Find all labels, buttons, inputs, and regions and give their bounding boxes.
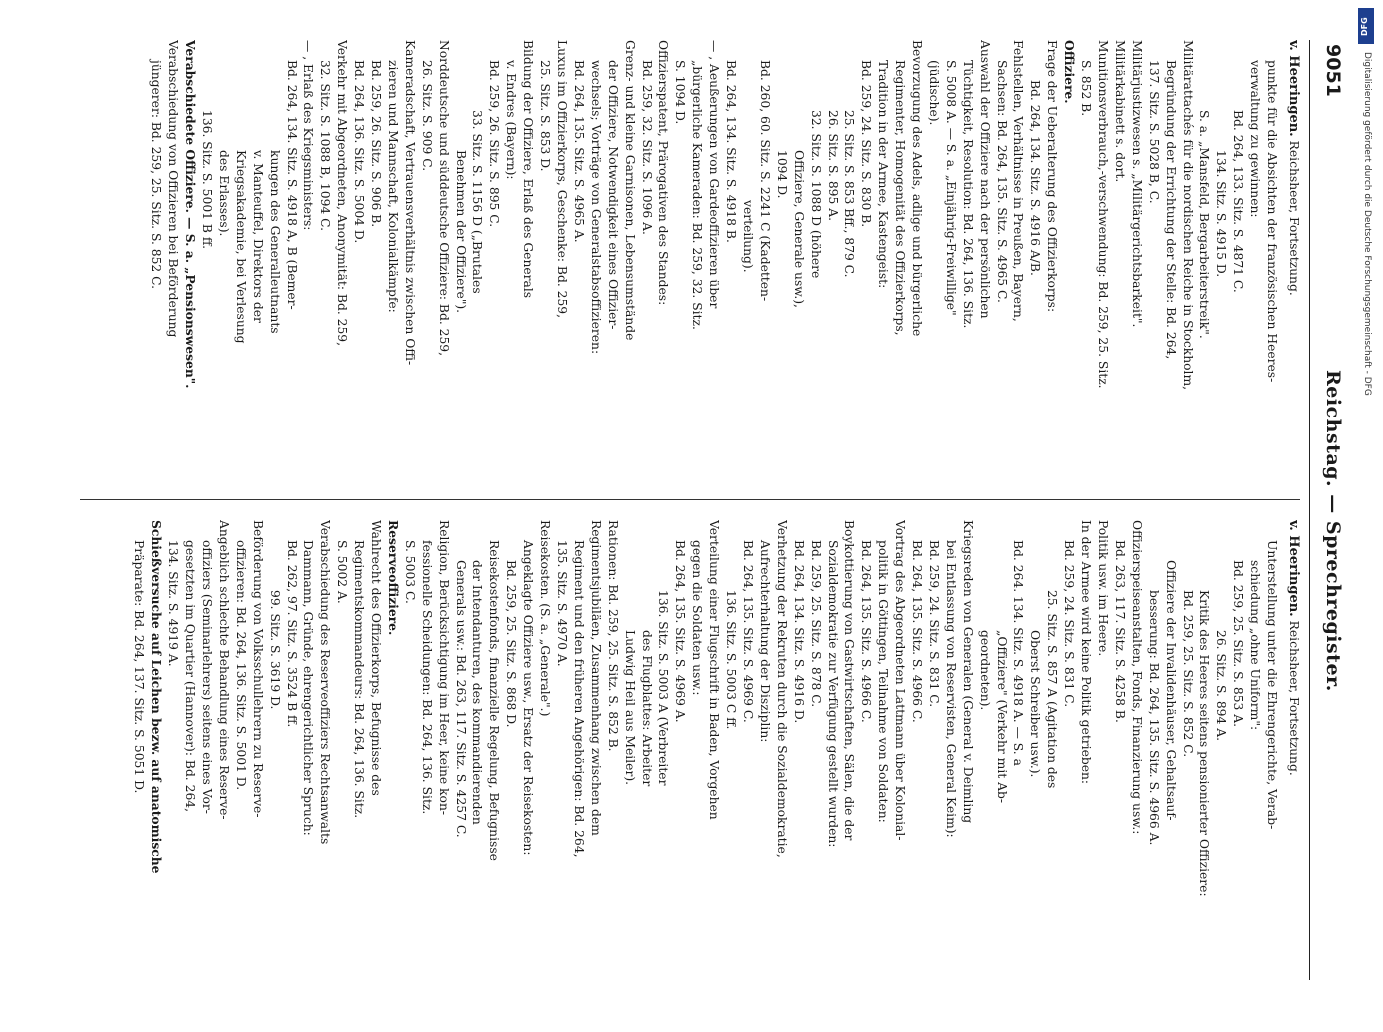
- register-line: Offizierspeiseanstalten, Fonds, Finanzierung usw.:: [1129, 520, 1144, 835]
- register-line: S. 852 B.: [1079, 60, 1094, 117]
- register-line: Verabschiedung von Offizieren bei Beförderung: [166, 40, 181, 338]
- register-line: Regiment und den früheren Angehörigen: Bd. 264,: [571, 540, 586, 858]
- register-line: Reserveoffiziere.: [385, 520, 401, 636]
- register-line: 25. Sitz. S. 853 D.: [538, 60, 553, 172]
- register-line: Offiziere.: [1062, 40, 1078, 104]
- register-line: Regimentsjubiläen, Zusammenhang zwischen dem: [588, 520, 603, 836]
- register-line: 25. Sitz. S. 853 Bff., 879 C.: [842, 110, 857, 278]
- register-line: Oberst Schreiber usw.).: [1028, 630, 1043, 778]
- register-line: Bd. 260, 60. Sitz. S. 2241 C (Kadetten-: [757, 60, 772, 302]
- register-line: Norddeutsche und süddeutsche Offiziere: Bd. 259,: [436, 40, 451, 357]
- register-line: Bd. 264. 134. Sitz. S. 4918 A. — S. a: [1011, 540, 1026, 766]
- register-line: Offiziere der Invalidenhäuser, Gehaltsauf-: [1163, 560, 1178, 821]
- register-line: fessionelle Scheidungen: Bd. 264, 136. Sitz.: [419, 540, 434, 815]
- register-line: Angeblich schlechte Behandlung eines Reserve-: [216, 520, 231, 820]
- register-line: S. 5002 A.: [335, 540, 350, 604]
- register-line: verteilung).: [741, 200, 755, 273]
- register-line: Bd. 262, 97. Sitz. S. 3524 B ff.: [284, 540, 299, 728]
- header-rule: [1309, 40, 1310, 980]
- register-line: S. 1094 D.: [673, 60, 688, 125]
- register-line: Bd. 259, 32. Sitz. S. 1096 A.: [639, 60, 654, 235]
- register-line: Bd. 264, 134. Sitz. S. 4918 B.: [724, 60, 739, 243]
- register-line: Schießversuche auf Leichen bezw. auf anatomische: [149, 520, 165, 874]
- register-line: Munitionsverbrauch,-verschwendung: Bd. 259, 25. Sitz.: [1096, 40, 1111, 389]
- page-number: 9051: [1322, 44, 1344, 97]
- register-line: v. Manteuffel, Direktors der: [250, 150, 265, 323]
- register-line: 26. Sitz. S. 895 A.: [825, 110, 840, 222]
- register-line: 136. Sitz. S. 5003 A (Verbreiter: [656, 590, 671, 786]
- register-line: S. 5008 A. — S. a. „Einjährig-Freiwillige": [943, 60, 958, 316]
- register-line: Bd. 264, 133. Sitz. S. 4871 C.: [1231, 110, 1246, 293]
- register-line: Offizierspatent, Prärogativen des Standes:: [656, 40, 671, 306]
- register-line: — , Erlaß des Kriegsministers:: [301, 40, 316, 231]
- register-line: Boykottierung von Gastwirtschaften, Sälen, die der: [842, 520, 857, 841]
- register-line: 1094 D.: [774, 150, 789, 199]
- register-line: 32. Sitz. S. 1088 D (höhere: [808, 110, 823, 279]
- register-line: Bd. 259, 26. Sitz. S. 895 C.: [487, 60, 502, 228]
- dfg-logo: DFG: [1358, 8, 1374, 44]
- register-line: 136. Sitz. S. 5003 C ff.: [724, 590, 739, 730]
- register-line: Kameradschaft, Vertrauensverhältnis zwischen Offi-: [402, 40, 417, 366]
- register-line: 26. Sitz. S. 894 A.: [1214, 630, 1229, 742]
- register-line: Beförderung von Volksschullehrern zu Reserve-: [250, 520, 265, 818]
- register-line: (jüdische).: [926, 60, 941, 126]
- register-line: Bd. 259, 26. Sitz. S. 906 B.: [369, 60, 384, 228]
- register-line: schiedung „ohne Uniform":: [1248, 560, 1263, 731]
- register-line: Bd. 259, 25. Sitz. S. 852 C.: [1180, 590, 1195, 758]
- register-line: Bd. 264, 134. Sitz. S. 4916 D.: [791, 540, 806, 724]
- column-left: [102, 40, 1302, 478]
- register-line: Benehmen der Offiziere").: [453, 150, 468, 314]
- column-right: [102, 520, 1302, 960]
- register-line: des Erlasses).: [216, 150, 231, 237]
- register-page: [60, 40, 1350, 980]
- register-line: gegen die Soldaten usw.:: [690, 540, 705, 696]
- register-line: Bildung der Offiziere, Erlaß des Generals: [521, 40, 536, 299]
- speaker-name: v. Heeringen.: [1286, 520, 1301, 617]
- register-line: 33. Sitz. S. 1156 D („Brutales: [470, 110, 485, 294]
- register-line: Bevorzugung des Adels, adlige und bürgerliche: [910, 40, 925, 337]
- column-heading: [1284, 520, 1302, 960]
- register-line: Frage der Ueberalterung des Offizierkorps:: [1045, 40, 1060, 313]
- page-header: [1312, 40, 1350, 980]
- register-line: Regimentskommandeurs: Bd. 264, 136. Sitz.: [352, 540, 367, 819]
- register-line: Angeklagte Offiziere usw., Ersatz der Reisekosten:: [521, 540, 536, 856]
- register-line: Wahlrecht des Offizierkorps, Befugnisse des: [369, 520, 384, 796]
- register-line: Kriegsreden von Generalen (General v. Deimling: [960, 520, 975, 824]
- register-line: Bd. 264, 134. Sitz. S. 4916 A/B.: [1028, 80, 1043, 276]
- register-line: der Offiziere, Notwendigkeit eines Offizier-: [605, 60, 620, 330]
- register-line: Luxus im Offizierkorps, Geschenke: Bd. 259,: [555, 40, 570, 319]
- register-line: Verabschiedete Offiziere. — S. a. „Pensionswesen".: [183, 40, 199, 389]
- credit-text: Digitalisierung gefördert durch die Deutsche Forschungsgemeinschaft - DFG: [1362, 52, 1372, 396]
- register-line: Präparate: Bd. 264, 137. Sitz. S. 5051 D.: [132, 540, 147, 794]
- register-line: Bd. 264, 135. Sitz. S. 4966 C.: [859, 540, 874, 723]
- register-line: Reisekostenfonds, finanzielle Regelung, Befugnisse: [487, 540, 502, 861]
- register-line: 135. Sitz. S. 4970 A.: [555, 540, 570, 667]
- register-line: Bd. 263, 117. Sitz. S. 4258 B.: [1112, 540, 1127, 723]
- register-line: v. Endres (Bayern):: [504, 60, 519, 180]
- entry-list: [147, 40, 1280, 478]
- register-line: wechsels; Vorträge von Generalstabsoffizieren:: [588, 60, 603, 355]
- register-line: 134. Sitz. S. 4919 A.: [166, 540, 181, 667]
- register-line: Politik usw. im Heere.: [1096, 520, 1111, 657]
- register-line: Tradition in der Armee, Kastengeist:: [876, 60, 891, 289]
- register-line: 26. Sitz. S. 909 C.: [419, 60, 434, 172]
- register-line: Bd. 259, 25. Sitz. S. 853 A.: [1231, 560, 1246, 728]
- register-line: Bd. 259, 24. Sitz. S. 831 C.: [926, 540, 941, 708]
- register-line: Auswahl der Offiziere nach der persönlichen: [977, 40, 992, 319]
- register-line: Sozialdemokratie zur Verfügung gestellt wurden:: [825, 540, 840, 848]
- register-line: — , Aeußerungen von Gardeoffizieren über: [707, 40, 722, 309]
- register-line: geordneten).: [977, 630, 992, 711]
- register-line: Verhetzung der Rekruten durch die Sozialdemokratie,: [774, 520, 789, 858]
- register-line: Bd. 264, 135. Sitz. S. 4969 C.: [741, 540, 755, 723]
- register-line: Offiziere, Generale usw.),: [791, 150, 806, 308]
- register-line: Bd. 259, 25. Sitz. S. 878 C.: [808, 540, 823, 708]
- column-heading: [1284, 40, 1302, 478]
- register-line: verwaltung zu gewinnen:: [1248, 60, 1263, 218]
- register-line: Reisekosten. (S. a. „Generale".): [538, 520, 553, 717]
- register-line: Militärattachés für die nordischen Reiche in Stockholm,: [1180, 40, 1195, 391]
- register-line: S. a. „Mansfeld, Bergarbeiterstreik".: [1197, 110, 1212, 339]
- column-divider: [80, 499, 1300, 500]
- register-line: der Intendanturen, des kommandierenden: [470, 560, 485, 825]
- register-line: Dammann, Gründe, ehrengerichtlicher Spruch:: [301, 540, 316, 836]
- register-line: 136. Sitz. S. 5001 B ff.: [200, 110, 214, 250]
- register-line: Bd. 264, 135. Sitz. S. 4969 A.: [673, 540, 688, 723]
- register-line: Verkehr mit Abgeordneten, Anonymität: Bd. 259,: [335, 40, 350, 347]
- register-line: Militärkabinett s. dort.: [1112, 40, 1127, 183]
- register-line: Bd. 264, 136. Sitz. S. 5004 D.: [352, 60, 367, 244]
- register-line: Vortrag des Abgeordneten Lattmann über Kolonial-: [893, 520, 908, 841]
- register-line: offizieren: Bd. 264, 136. Sitz. S. 5001 D.: [233, 540, 248, 791]
- register-line: Bd. 259, 24. Sitz. S. 831 C.: [1062, 540, 1077, 708]
- register-line: „bürgerliche Kameraden: Bd. 259, 32. Sitz.: [690, 60, 705, 330]
- register-line: Tüchtigkeit, Resolution: Bd. 264, 136. Sitz.: [960, 60, 975, 329]
- topic-label: Reichsheer, Fortsetzung.: [1287, 620, 1301, 776]
- register-line: Fehlstellen, Verhältnisse in Preußen, Bayern,: [1011, 40, 1026, 322]
- register-line: Bd. 264, 135. Sitz. S. 4965 A.: [571, 60, 586, 243]
- register-line: Religion, Berücksichtigung im Heer, keine kon-: [436, 520, 451, 816]
- page-title: Reichstag. — Sprechregister.: [1322, 370, 1344, 692]
- register-line: Bd. 264, 135. Sitz. S. 4966 C.: [910, 540, 925, 723]
- register-line: gesetzten im Quartier (Hannover): Bd. 264,: [183, 540, 198, 813]
- digitization-credit: [1356, 10, 1374, 990]
- register-line: Bd. 259, 24. Sitz. S. 830 B.: [859, 60, 874, 228]
- speaker-name: v. Heeringen.: [1286, 40, 1301, 137]
- register-line: „Offiziere" (Verkehr mit Ab-: [994, 630, 1009, 804]
- register-line: 134. Sitz. S. 4915 D.: [1214, 150, 1229, 278]
- register-line: Begründung der Errichtung der Stelle: Bd. 264,: [1163, 60, 1178, 360]
- entry-list: [130, 520, 1280, 960]
- register-line: 32. Sitz. S. 1088 B, 1094 C.: [318, 60, 333, 232]
- register-line: kungen des Generalleutnants: [267, 150, 282, 334]
- register-line: Generals usw.: Bd. 263, 117. Sitz. S. 4257 C.: [453, 560, 468, 838]
- register-line: Bd. 264, 134. Sitz. S. 4918 A, B (Bemer-: [284, 60, 299, 310]
- register-line: politik in Göttingen, Teilnahme von Soldaten:: [876, 540, 891, 823]
- register-line: 25. Sitz. S. 857 A (Agitation des: [1045, 590, 1060, 789]
- register-line: Bd. 259, 25. Sitz. S. 868 D.: [504, 560, 519, 728]
- register-line: Aufrechterhaltung der Disziplin:: [757, 540, 772, 743]
- register-line: zieren und Mannschaft, Kolonialkämpfe:: [385, 60, 400, 313]
- register-line: Grenz- und kleine Garnisonen, Lebensumstände: [622, 40, 637, 341]
- register-line: In der Armee wird keine Politik getrieben:: [1079, 520, 1094, 785]
- register-line: jüngerer: Bd. 259, 25. Sitz. S. 852 C.: [149, 60, 164, 290]
- register-line: Militärjustizwesen s. „Militärgerichtsbarkeit".: [1129, 40, 1144, 328]
- register-line: besserung: Bd. 264, 135. Sitz. S. 4966 A.: [1146, 590, 1161, 846]
- register-line: des Flugblattes: Arbeiter: [639, 630, 654, 787]
- register-line: Rationen: Bd. 259, 25. Sitz. S. 852 B.: [605, 520, 620, 752]
- register-line: punkte für die Absichten der französischen Heeres-: [1265, 60, 1280, 383]
- register-line: 137. Sitz. S. 5028 B, C.: [1146, 60, 1161, 204]
- register-line: Ludwig Heil aus Meiler).: [622, 630, 637, 786]
- register-line: Regimenter, Homogenität des Offizierkorps,: [893, 60, 908, 336]
- register-line: Kritik des Heeres seitens pensionierter Offiziere:: [1197, 590, 1212, 897]
- register-line: Unterstellung unter die Ehrengerichte, Verab-: [1265, 540, 1280, 830]
- register-line: Sachsen: Bd. 264, 135. Sitz. S. 4965 C.: [994, 60, 1009, 303]
- register-line: Kriegsakademie, bei Verlesung: [233, 150, 248, 344]
- register-line: 99. Sitz. S. 3619 D.: [267, 590, 282, 710]
- register-line: Verteilung einer Flugschrift in Baden, Vorgehen: [707, 520, 722, 820]
- register-line: bei Entlassung von Reservisten, General Keim):: [943, 540, 958, 838]
- register-line: Verabschiedung des Reserveoffiziers Rechtsanwalts: [318, 520, 333, 845]
- register-line: offiziers (Seminarlehrers) seitens eines Vor-: [200, 540, 214, 814]
- topic-label: Reichsheer, Fortsetzung.: [1287, 140, 1301, 296]
- register-line: S. 5003 C.: [402, 540, 417, 604]
